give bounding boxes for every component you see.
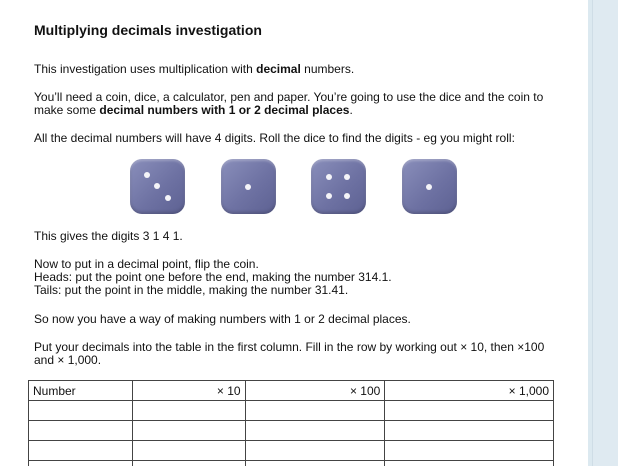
materials-paragraph	[34, 91, 564, 117]
header-number: Number	[29, 381, 133, 401]
materials-text-end: .	[349, 103, 353, 117]
pip	[165, 195, 171, 201]
table-cell[interactable]	[132, 401, 245, 421]
four-digits-paragraph: All the decimal numbers will have 4 digits. Roll the dice to find the digits - eg you might roll:	[34, 131, 515, 145]
intro-bold: decimal	[256, 62, 301, 76]
die-one-icon	[221, 159, 276, 214]
table-row	[29, 461, 554, 466]
table-cell[interactable]	[29, 421, 133, 441]
table-row	[29, 401, 554, 421]
header-times-100: × 100	[245, 381, 385, 401]
header-times-1000: × 1,000	[385, 381, 554, 401]
table-cell[interactable]	[132, 441, 245, 461]
digits-result: This gives the digits 3 1 4 1.	[34, 229, 183, 243]
table-cell[interactable]	[385, 421, 554, 441]
table-header-row	[29, 381, 554, 401]
pip	[426, 184, 432, 190]
right-scroll-track[interactable]	[592, 0, 618, 466]
table-cell[interactable]	[385, 441, 554, 461]
table-cell[interactable]	[385, 461, 554, 466]
table-cell[interactable]	[245, 421, 385, 441]
intro-paragraph	[34, 63, 564, 76]
pip	[326, 174, 332, 180]
instruction-paragraph: Put your decimals into the table in the first column. Fill in the row by working out × 10, then ×100 and × 1,000.	[34, 340, 545, 367]
summary-paragraph: So now you have a way of making numbers with 1 or 2 decimal places.	[34, 312, 411, 326]
table-cell[interactable]	[29, 441, 133, 461]
pip	[245, 184, 251, 190]
table-cell[interactable]	[245, 441, 385, 461]
multiplication-table	[28, 380, 554, 466]
table-cell[interactable]	[245, 401, 385, 421]
die-four-icon	[311, 159, 366, 214]
pip	[154, 183, 160, 189]
die-three-icon	[130, 159, 185, 214]
right-scroll-area[interactable]	[588, 0, 618, 466]
pip	[344, 193, 350, 199]
table-row	[29, 441, 554, 461]
pip	[144, 172, 150, 178]
table-cell[interactable]	[29, 401, 133, 421]
page-title: Multiplying decimals investigation	[34, 22, 262, 38]
pip	[326, 193, 332, 199]
intro-text-end: numbers.	[300, 62, 355, 76]
die-one-icon	[402, 159, 457, 214]
table-cell[interactable]	[245, 461, 385, 466]
intro-text: This investigation uses multiplication with	[34, 62, 257, 76]
header-times-10: × 10	[132, 381, 245, 401]
coin-line-3: Tails: put the point in the middle, making the number 31.41.	[34, 283, 349, 297]
coin-line-1: Now to put in a decimal point, flip the coin.	[34, 257, 259, 271]
materials-text: You’ll need a coin, dice, a calculator, pen and paper. You’re going to use the dice and the coin to make some	[34, 90, 544, 117]
coin-line-2: Heads: put the point one before the end, making the number 314.1.	[34, 270, 392, 284]
pip	[344, 174, 350, 180]
dice-row	[130, 159, 470, 215]
table-cell[interactable]	[132, 421, 245, 441]
table-row	[29, 421, 554, 441]
materials-bold: decimal numbers with 1 or 2 decimal places	[99, 103, 350, 117]
table-cell[interactable]	[132, 461, 245, 466]
table-cell[interactable]	[29, 461, 133, 466]
table-cell[interactable]	[385, 401, 554, 421]
